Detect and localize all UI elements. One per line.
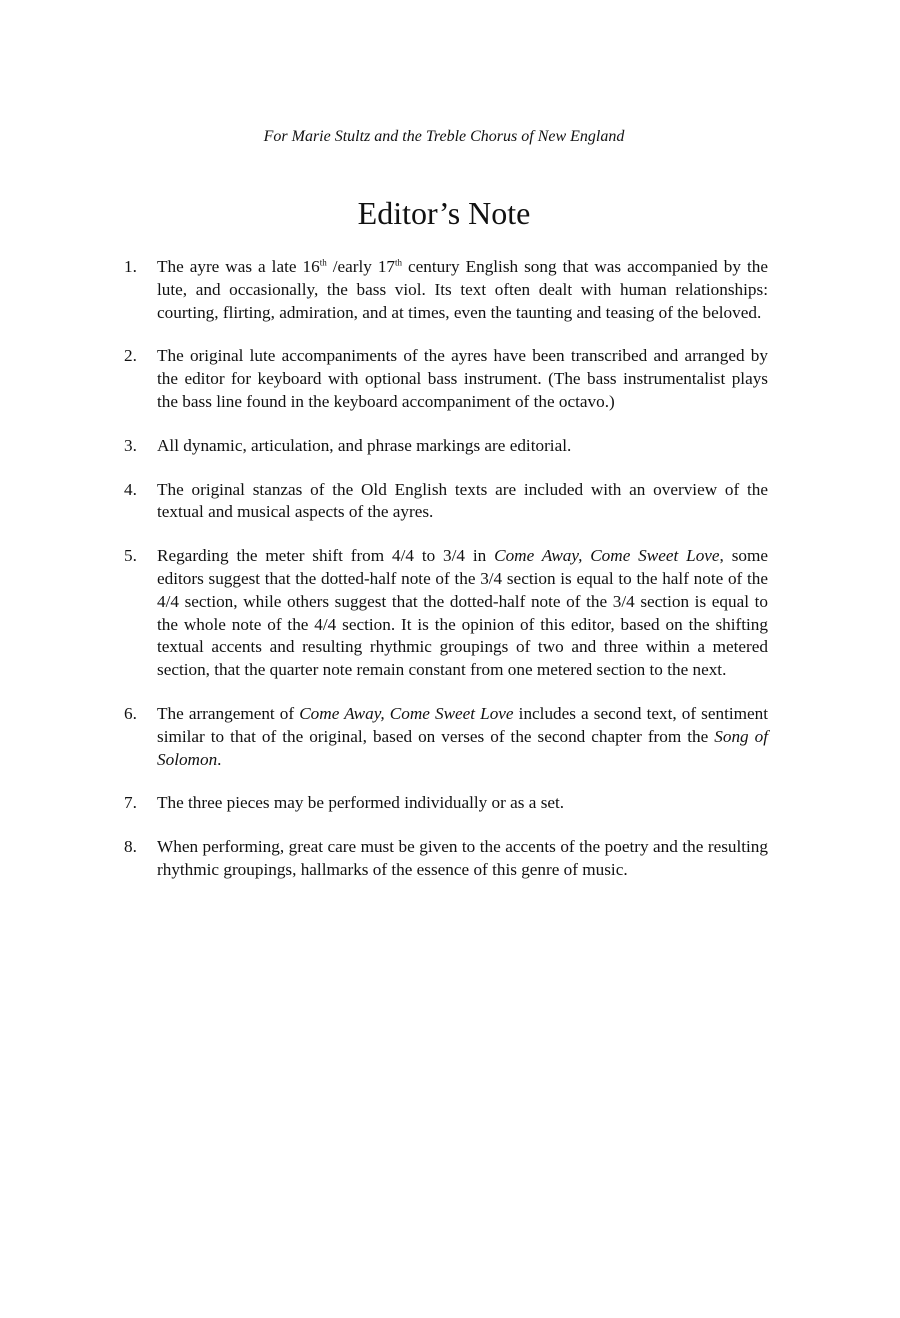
italic-title: Come Away, Come Sweet Love [494, 546, 720, 566]
note-text [157, 792, 768, 815]
text-run: The arrangement of [157, 703, 300, 723]
note-number: 4. [124, 479, 137, 499]
italic-title: Song of Solomon [157, 726, 768, 769]
text-run: includes a second text, of sentiment similar to that of the original, based on verses of the second chapter from the [157, 703, 768, 746]
text-run: The ayre was a late 16 [157, 257, 320, 276]
note-number: 7. [124, 793, 137, 813]
note-item [124, 256, 768, 324]
text-run: . [217, 749, 222, 769]
note-item [124, 792, 768, 815]
note-number: 1. [124, 257, 137, 276]
note-text [157, 435, 768, 458]
editor-notes-list [124, 256, 768, 903]
note-text [157, 256, 768, 324]
ordinal-suffix: th [395, 257, 403, 268]
note-item [124, 479, 768, 525]
note-item [124, 703, 768, 771]
note-number: 2. [124, 346, 137, 366]
text-run: All dynamic, articulation, and phrase markings are editorial. [157, 435, 572, 455]
note-text [157, 479, 768, 525]
note-text [157, 545, 768, 682]
note-item [124, 435, 768, 458]
note-number: 3. [124, 435, 137, 455]
text-run: The original stanzas of the Old English texts are included with an overview of the textual and musical aspects of the ayres. [157, 479, 768, 522]
note-text [157, 703, 768, 771]
page-title: Editor’s Note [357, 195, 531, 231]
dedication: For Marie Stultz and the Treble Chorus of New England [263, 128, 625, 145]
ordinal-suffix: th [319, 257, 327, 268]
text-run: Regarding the meter shift from 4/4 to 3/4 in [157, 546, 495, 566]
text-run: /early 17 [326, 257, 396, 276]
text-run: The three pieces may be performed individually or as a set. [157, 793, 565, 813]
note-text [157, 836, 768, 882]
italic-title: Come Away, Come Sweet Love [299, 703, 514, 723]
text-run: , some editors suggest that the dotted-half note of the 3/4 section is equal to the half note of the 4/4 section, while others suggest that the dotted-half note of the 3/4 section is equal to the whole note of the 4/4 section. It is the opinion of this editor, based on the shifting textual accents and resulting rhythmic groupings of two and three within a metered section, that the quarter note remain constant from one metered section to the next. [157, 546, 768, 680]
note-number: 6. [124, 703, 137, 723]
note-text [157, 345, 768, 413]
note-item [124, 345, 768, 413]
note-number: 5. [124, 546, 137, 566]
note-item [124, 545, 768, 682]
text-run: When performing, great care must be given to the accents of the poetry and the resulting rhythmic groupings, hallmarks of the essence of this genre of music. [157, 837, 768, 879]
text-run: century English song that was accompanied by the lute, and occasionally, the bass viol. Its text often dealt with human relationships: courting, flirting, admiration, and at times, even the taunting and teasing of the beloved. [157, 257, 768, 322]
note-item [124, 836, 768, 882]
note-number: 8. [124, 837, 137, 857]
text-run: The original lute accompaniments of the ayres have been transcribed and arranged by the editor for keyboard with optional bass instrument. (The bass instrumentalist plays the bass line found in the keyboard accompaniment of the octavo.) [157, 346, 768, 411]
